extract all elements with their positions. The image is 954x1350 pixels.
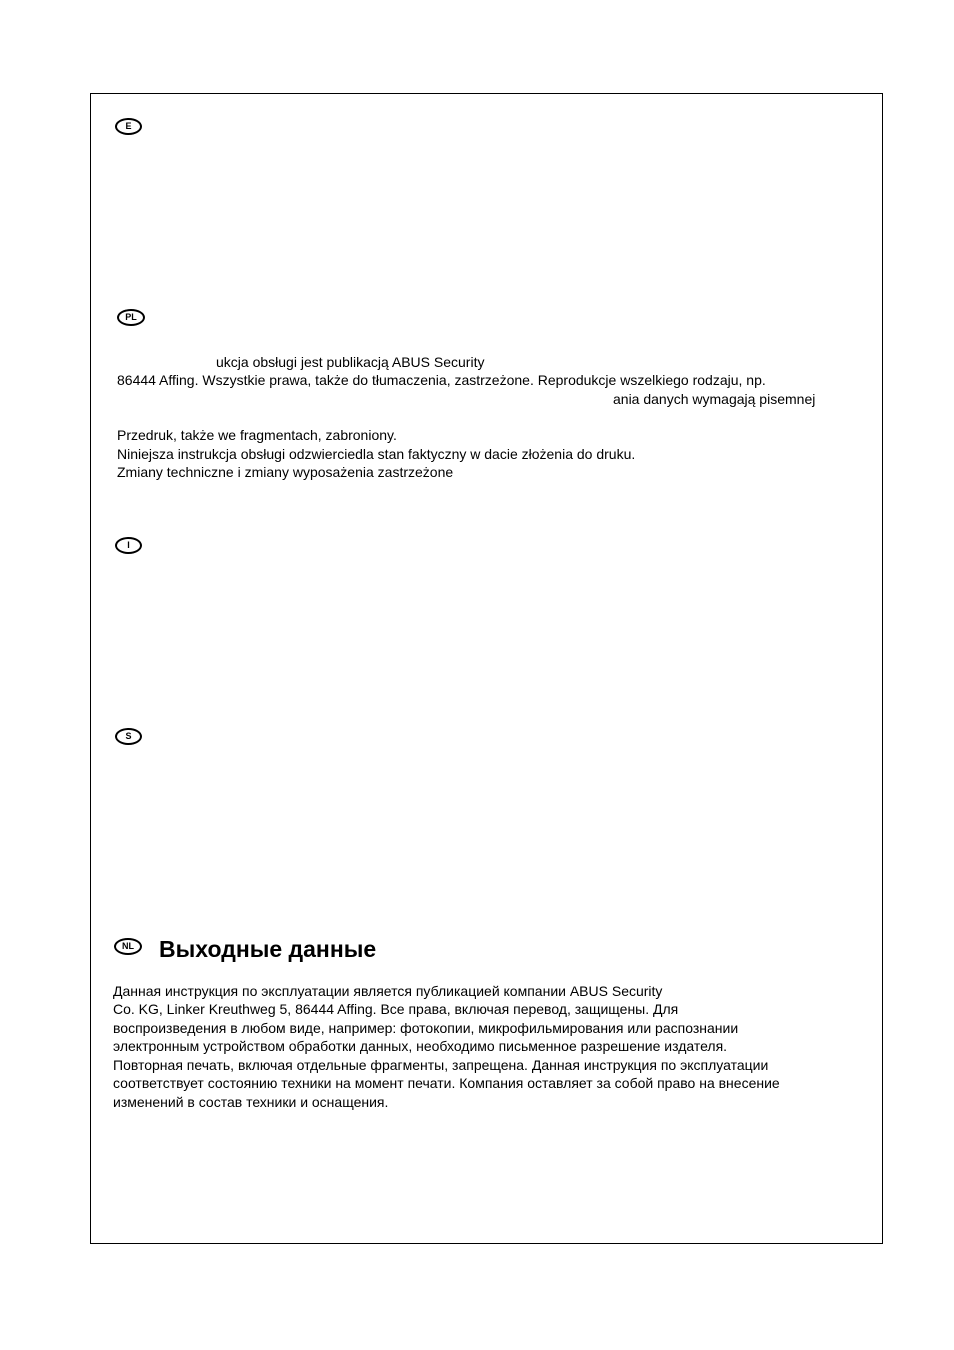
- ru-line-3: воспроизведения в любом виде, например: фотокопии, микрофильмирования или распознании: [113, 1020, 739, 1036]
- language-badge-it: I: [115, 537, 142, 554]
- pl-line-1: ukcja obsługi jest publikacją ABUS Security: [216, 354, 485, 370]
- pl-line-5: Niniejsza instrukcja obsługi odzwierciedla stan faktyczny w dacie złożenia do druku.: [117, 446, 636, 462]
- pl-line-3: ania danych wymagają pisemnej: [613, 391, 816, 407]
- language-badge-es: E: [115, 118, 142, 135]
- ru-line-6: соответствует состоянию техники на момент печати. Компания оставляет за собой право на внесение: [113, 1075, 780, 1091]
- language-badge-nl: NL: [114, 938, 142, 955]
- ru-line-7: изменений в состав техники и оснащения.: [113, 1094, 389, 1110]
- ru-line-4: электронным устройством обработки данных, необходимо письменное разрешение издателя.: [113, 1038, 728, 1054]
- language-badge-se: S: [115, 728, 142, 745]
- pl-line-4: Przedruk, także we fragmentach, zabroniony.: [117, 427, 397, 443]
- ru-line-5: Повторная печать, включая отдельные фрагменты, запрещена. Данная инструкция по эксплуатации: [113, 1057, 769, 1073]
- pl-line-6: Zmiany techniczne i zmiany wyposażenia zastrzeżone: [117, 464, 454, 480]
- section-title: Выходные данные: [159, 936, 377, 962]
- ru-line-2: Co. KG, Linker Kreuthweg 5, 86444 Affing. Все права, включая перевод, защищены. Для: [113, 1001, 679, 1017]
- pl-line-2: 86444 Affing. Wszystkie prawa, także do tłumaczenia, zastrzeżone. Reprodukcje wszelkiego rodzaju, np.: [117, 372, 766, 388]
- ru-line-1: Данная инструкция по эксплуатации является публикацией компании ABUS Security: [113, 983, 663, 999]
- language-badge-pl: PL: [117, 309, 145, 326]
